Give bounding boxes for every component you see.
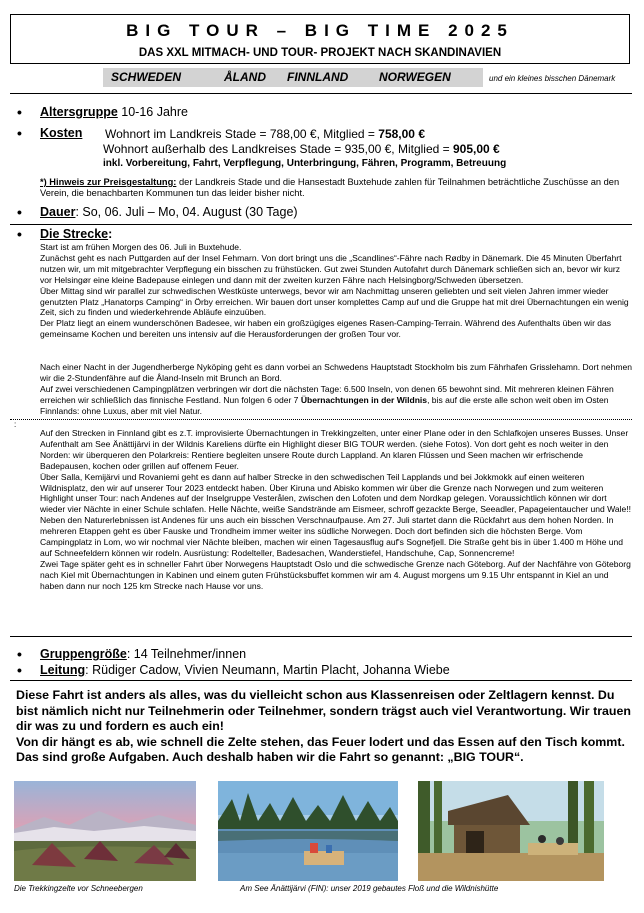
- photo-lake-image: [218, 781, 398, 881]
- country-sweden: SCHWEDEN: [111, 70, 182, 84]
- bullet: •: [17, 125, 22, 141]
- bullet: •: [17, 646, 22, 662]
- route-label: Die Strecke: [40, 227, 109, 241]
- cost-label-row: [40, 126, 82, 140]
- bullet: •: [17, 226, 22, 242]
- photo-tents: [14, 781, 196, 881]
- group-size-value: : 14 Teilnehmer/innen: [126, 647, 247, 661]
- hint-label: *) Hinweis zur Preisgestaltung:: [40, 177, 177, 187]
- route-paragraph: Zunächst geht es nach Puttgarden auf der Insel Fehmarn. Von dort bringt uns die „Scandlines“-Fähre nach Rødby in Dänemark. Die 45 Minuten Überfahrt nutzen wir, um mit mitgebrachter Verpflegung ein bisschen zu frühstücken. Gut zwei Stunden Autofahrt durch Dänemark schließen sich an, bevor wir kurz vor Helsingør eine kleine Badepause einlegen und dann mit der zweiten kurzen Fähre nach Helsingborg/Schweden übersetzen.: [40, 252, 622, 285]
- cost-line-2: Wohnort außerhalb des Landkreises Stade = 935,00 €, Mitglied = 905,00 €: [103, 142, 500, 156]
- group-size-label: Gruppengröße: [40, 647, 127, 661]
- route-part-1: [40, 242, 632, 340]
- group-size-row: [40, 647, 246, 661]
- closing-text: Diese Fahrt ist anders als alles, was du vielleicht schon aus Klassenreisen oder Zeltlagern kennst. Du bist nämlich nicht nur Teilnehmerin oder Teilnehmer, sondern trägst auch viel Verantwortung. Wir trauen dir was zu und fordern es auch ein! Von dir hängt es ab, wie schnell die Zelte stehen, das Feuer lodert und das Essen auf den Tisch kommt. Das sind große Aufgaben. Auch deshalb haben wir die Fahrt so genannt: „BIG TOUR“.: [16, 688, 631, 765]
- route-paragraph: Der Platz liegt an einem wunderschönen Badesee, wir haben ein großzügiges eigenes Rasen-Camping-Terrain. Während des Aufenthalts üben wir das gemeinsame Kochen und bereiten uns intensiv auf die Herausforderungen der großen Tour vor.: [40, 318, 612, 340]
- cost-label: Kosten: [40, 126, 83, 140]
- bullet: •: [17, 104, 22, 120]
- age-row: [40, 105, 188, 119]
- photo-hut-image: [418, 781, 604, 881]
- title-box: [10, 14, 630, 64]
- cost-includes: inkl. Vorbereitung, Fahrt, Verpflegung, Unterbringung, Fähren, Programm, Betreuung: [103, 158, 507, 169]
- route-paragraph: Über Mittag sind wir parallel zur schwedischen Westküste unterwegs, bevor wir am Nachmittag unseren geliebten und seit vielen Jahren immer wieder genutzten Platz „Hanatorps Camping“ in Örby erreichen. Wir bauen dort unser komplettes Camp auf und die Gruppe hat mit drei Übernachtungen ein wenig Zeit, sich zu finden und wiederkehrende Abläufe einzuüben.: [40, 285, 629, 318]
- separator-colon: :: [14, 420, 17, 429]
- divider: [10, 93, 632, 94]
- divider: [10, 636, 632, 637]
- age-label: Altersgruppe: [40, 105, 118, 119]
- route-part-3: Auf den Strecken in Finnland gibt es z.T. improvisierte Übernachtungen in Trekkingzelten, unter einer Plane oder in den Schlafkojen unseres Busses. Unser Aufenthalt am See Änättijärvi in der Wildnis Kareliens dürfte ein Highlight dieser BIG TOUR werden. (siehe Fotos). Von dort geht es noch weiter in den Norden: wir überqueren den Polarkreis: Rentiere begleiten unsere Route durch Lappland. An klaren Flüssen und Seen machen wir erfrischende Badepausen, kochen oder grillen auf offenem Feuer. Über Salla, Kemijärvi und Rovaniemi geht es dann auf halber Strecke in den schwedischen Teil Lapplands und bei Jokkmokk auf einen weiteren Wildnisplatz, den wir auf unserer Tour 2023 entdeckt haben. Über Kiruna und Abisko kommen wir über die Grenze nach Norwegen und zum weiteren Highlight unser Tour: nach Andenes auf der Inselgruppe Vesterålen, zwischen den Lofoten und dem Nordkap gelegen. Voraussichtlich können wir dort wieder vier Nächte in einer Schule schlafen. Helle Nächte, weiße Sandstrände am Eismeer, schroff gezackte Berge, Seeadler, Papageientaucher und Wale!! Neben den Naturerlebnissen ist Andenes für uns auch ein bisschen Verschnaufpause. Am 27. Juli startet dann die Rückfahrt aus dem hohen Norden. In mehreren Etappen geht es über Fauske und Trondheim immer weiter ins südliche Norwegen. Doch dort befinden sich die höchsten Berge. Vom Campingplatz in Lom, wo wir nochmal vier Nächte bleiben, machen wir einen Tagesausflug auf's Sognefjell. Die Straße geht bis in über 1.400 m Höhe und auf Schneefeldern können wir rodeln. Ausrüstung: Rodelteller, Badesachen, Wanderstiefel, Handschuhe, Cap, Sonnencreme! Zwei Tage später geht es in schneller Fahrt über Norwegens Hauptstadt Oslo und die schwedische Grenze nach Göteborg. Auf der Nachfähre von Göteborg nach Kiel mit Übernachtungen in Kabinen und einem guten Frühstücksbuffet kommen wir am 4. August morgens um 9.15 Uhr entspannt in Kiel an und haben dann nur noch 125 km Strecke nach Hause vor uns.: [40, 428, 632, 591]
- country-aland: ÅLAND: [224, 70, 266, 84]
- photo-hut: [418, 781, 604, 881]
- photo-tents-image: [14, 781, 196, 881]
- page-subtitle: DAS XXL MITMACH- UND TOUR- PROJEKT NACH SKANDINAVIEN: [138, 47, 502, 59]
- country-norway: NORWEGEN: [379, 70, 451, 84]
- divider: [10, 680, 632, 681]
- dotted-divider: [10, 419, 632, 420]
- country-finland: FINNLAND: [287, 70, 349, 84]
- duration-label: Dauer: [40, 205, 76, 219]
- bullet: •: [17, 204, 22, 220]
- photo-lake: [218, 781, 398, 881]
- age-value: 10-16 Jahre: [117, 105, 188, 119]
- route-part-2: [40, 362, 632, 417]
- country-bar: [103, 68, 483, 87]
- leaders-label: Leitung: [40, 663, 86, 677]
- route-paragraph: Auf zwei verschiedenen Campingplätzen verbringen wir dort die nächsten Tage: 6.500 Inseln, von denen 65 bewohnt sind. Mit mehreren kleinen Fähren erreichen wir schließlich das finnische Festland. Nun folgen 6 oder 7 Übernachtungen in der Wildnis, bis auf die erste alle schon weit oben im Osten Finnlands: ohne Luxus, aber mit viel Natur.: [40, 383, 614, 416]
- leaders-value: : Rüdiger Cadow, Vivien Neumann, Martin Placht, Johanna Wiebe: [85, 663, 450, 677]
- country-extra: und ein kleines bisschen Dänemark: [489, 74, 616, 83]
- price-hint: [40, 177, 630, 199]
- bullet: •: [17, 662, 22, 678]
- page-title: BIG TOUR – BIG TIME 2025: [126, 21, 514, 40]
- photo-caption-1: Die Trekkingzelte vor Schneebergen: [14, 884, 143, 893]
- route-paragraph: Nach einer Nacht in der Jugendherberge Nyköping geht es dann vorbei an Schwedens Hauptstadt Stockholm bis zum Fährhafen Grisslehamn. Dort nehmen wir die 2-Stundenfähre auf die Åland-Inseln mit Brunch an Bord.: [40, 362, 632, 383]
- duration-value: : So, 06. Juli – Mo, 04. August (30 Tage): [75, 205, 298, 219]
- divider: [10, 224, 632, 225]
- photo-caption-2: Am See Änättijärvi (FIN): unser 2019 gebautes Floß und die Wildnishütte: [240, 884, 499, 893]
- leaders-row: [40, 663, 450, 677]
- hint-text: der Landkreis Stade und die Hansestadt Buxtehude zahlen für Teilnahmen beträchtliche Zuschüsse an den Verein, die benachbarten Kommunen tun das leider bisher nicht.: [40, 177, 620, 198]
- cost-line-1: Wohnort im Landkreis Stade = 788,00 €, Mitglied = 758,00 €: [105, 127, 425, 141]
- route-paragraph: Start ist am frühen Morgen des 06. Juli in Buxtehude.: [40, 242, 242, 252]
- route-heading: Die Strecke:: [40, 227, 113, 241]
- duration-row: [40, 205, 298, 219]
